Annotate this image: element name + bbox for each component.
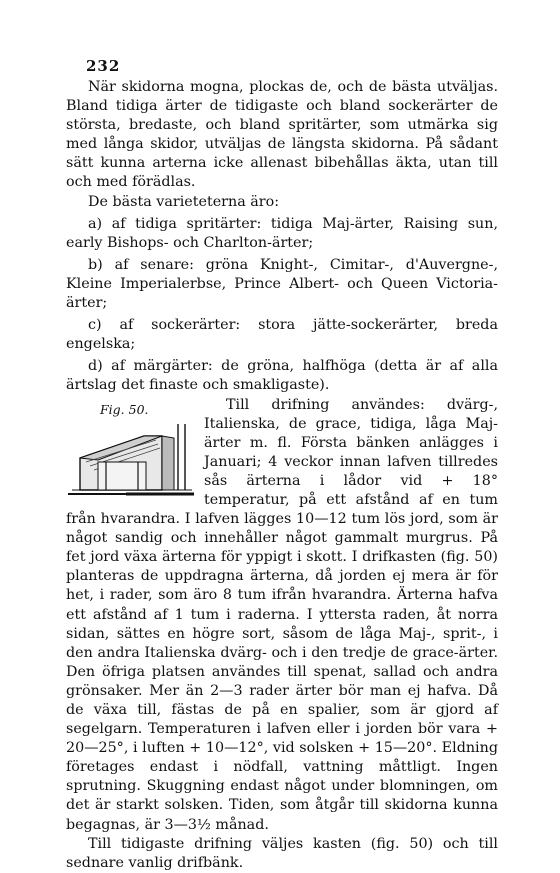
variety-item-d: d) af märgärter: de gröna, halfhöga (detta är af alla ärtslag det finaste och smakligaste).	[66, 358, 498, 394]
figure-caption: Fig. 50.	[100, 401, 149, 417]
page-number: 232	[86, 57, 121, 75]
variety-item-b: b) af senare: gröna Knight-, Cimitar-, d'Auvergne-, Kleine Imperialerbse, Prince Albert- och Queen Victoria-ärter;	[66, 256, 498, 312]
variety-item-a: a) af tidiga spritärter: tidiga Maj-ärter, Raising sun, early Bishops- och Charlton-ärter;	[66, 215, 498, 251]
paragraph-harvest: När skidorna mogna, plockas de, och de bästa utväljas. Bland tidiga ärter de tidigaste och bland sockerärter de största, bredaste, och bland spritärter, som utmärka sig med långa skidor, utväljas de längsta skidorna. På sådant sätt kunna arterna icke allenast bibehållas äkta, utan till och med förädlas.	[66, 79, 498, 191]
paragraph-final: Till tidigaste drifning väljes kasten (fig. 50) och till sednare vanlig drifbänk.	[66, 835, 498, 871]
variety-item-c: c) af sockerärter: stora jätte-sockerärter, breda engelska;	[66, 317, 498, 353]
body-text	[66, 78, 498, 873]
paragraph-forcing: Till drifning användes: dvärg-, Italienska, de grace, tidiga, låga Maj-ärter m. fl. Första bänken anlägges i Januari; 4 veckor innan lafven tillredes sås ärterna i lådor vid + 18° temperatur, på ett afstånd af en tum från hvarandra. I lafven lägges 10—12 tum lös jord, som är något sandig och innehåller något gammalt murgrus. På fet jord växa ärterna för yppigt i skott. I drifkasten (fig. 50) planteras de uppdragna ärterna, då jorden ej mera är för het, i rader, som äro 8 tum ifrån hvarandra. Ärterna hafva ett afstånd af 1 tum i raderna. I yttersta raden, åt norra sidan, sättes en högre sort, såsom de låga Maj-, sprit-, i den andra Italienska dvärg- och i den tredje de grace-ärter. Den öfriga platsen användes till spenat, sallad och andra grönsaker. Mer än 2—3 rader ärter bör man ej hafva. Då de växa till, fästas de på en spalier, som är gjord af segelgarn. Temperaturen i lafven eller i jorden bör vara + 20—25°, i luften + 10—12°, vid solsken + 15—20°. Eldning företages endast i nödfall, vattning måttligt. Ingen sprutning. Skuggning endast något under blomningen, om det är starkt solsken. Tiden, som åtgår till skidorna kunna begagnas, är 3—3½ månad.	[66, 396, 498, 833]
cold-frame-illustration	[66, 418, 196, 498]
paragraph-varieties-intro: De bästa varieteterna äro:	[88, 193, 280, 210]
figure-50	[66, 396, 198, 508]
